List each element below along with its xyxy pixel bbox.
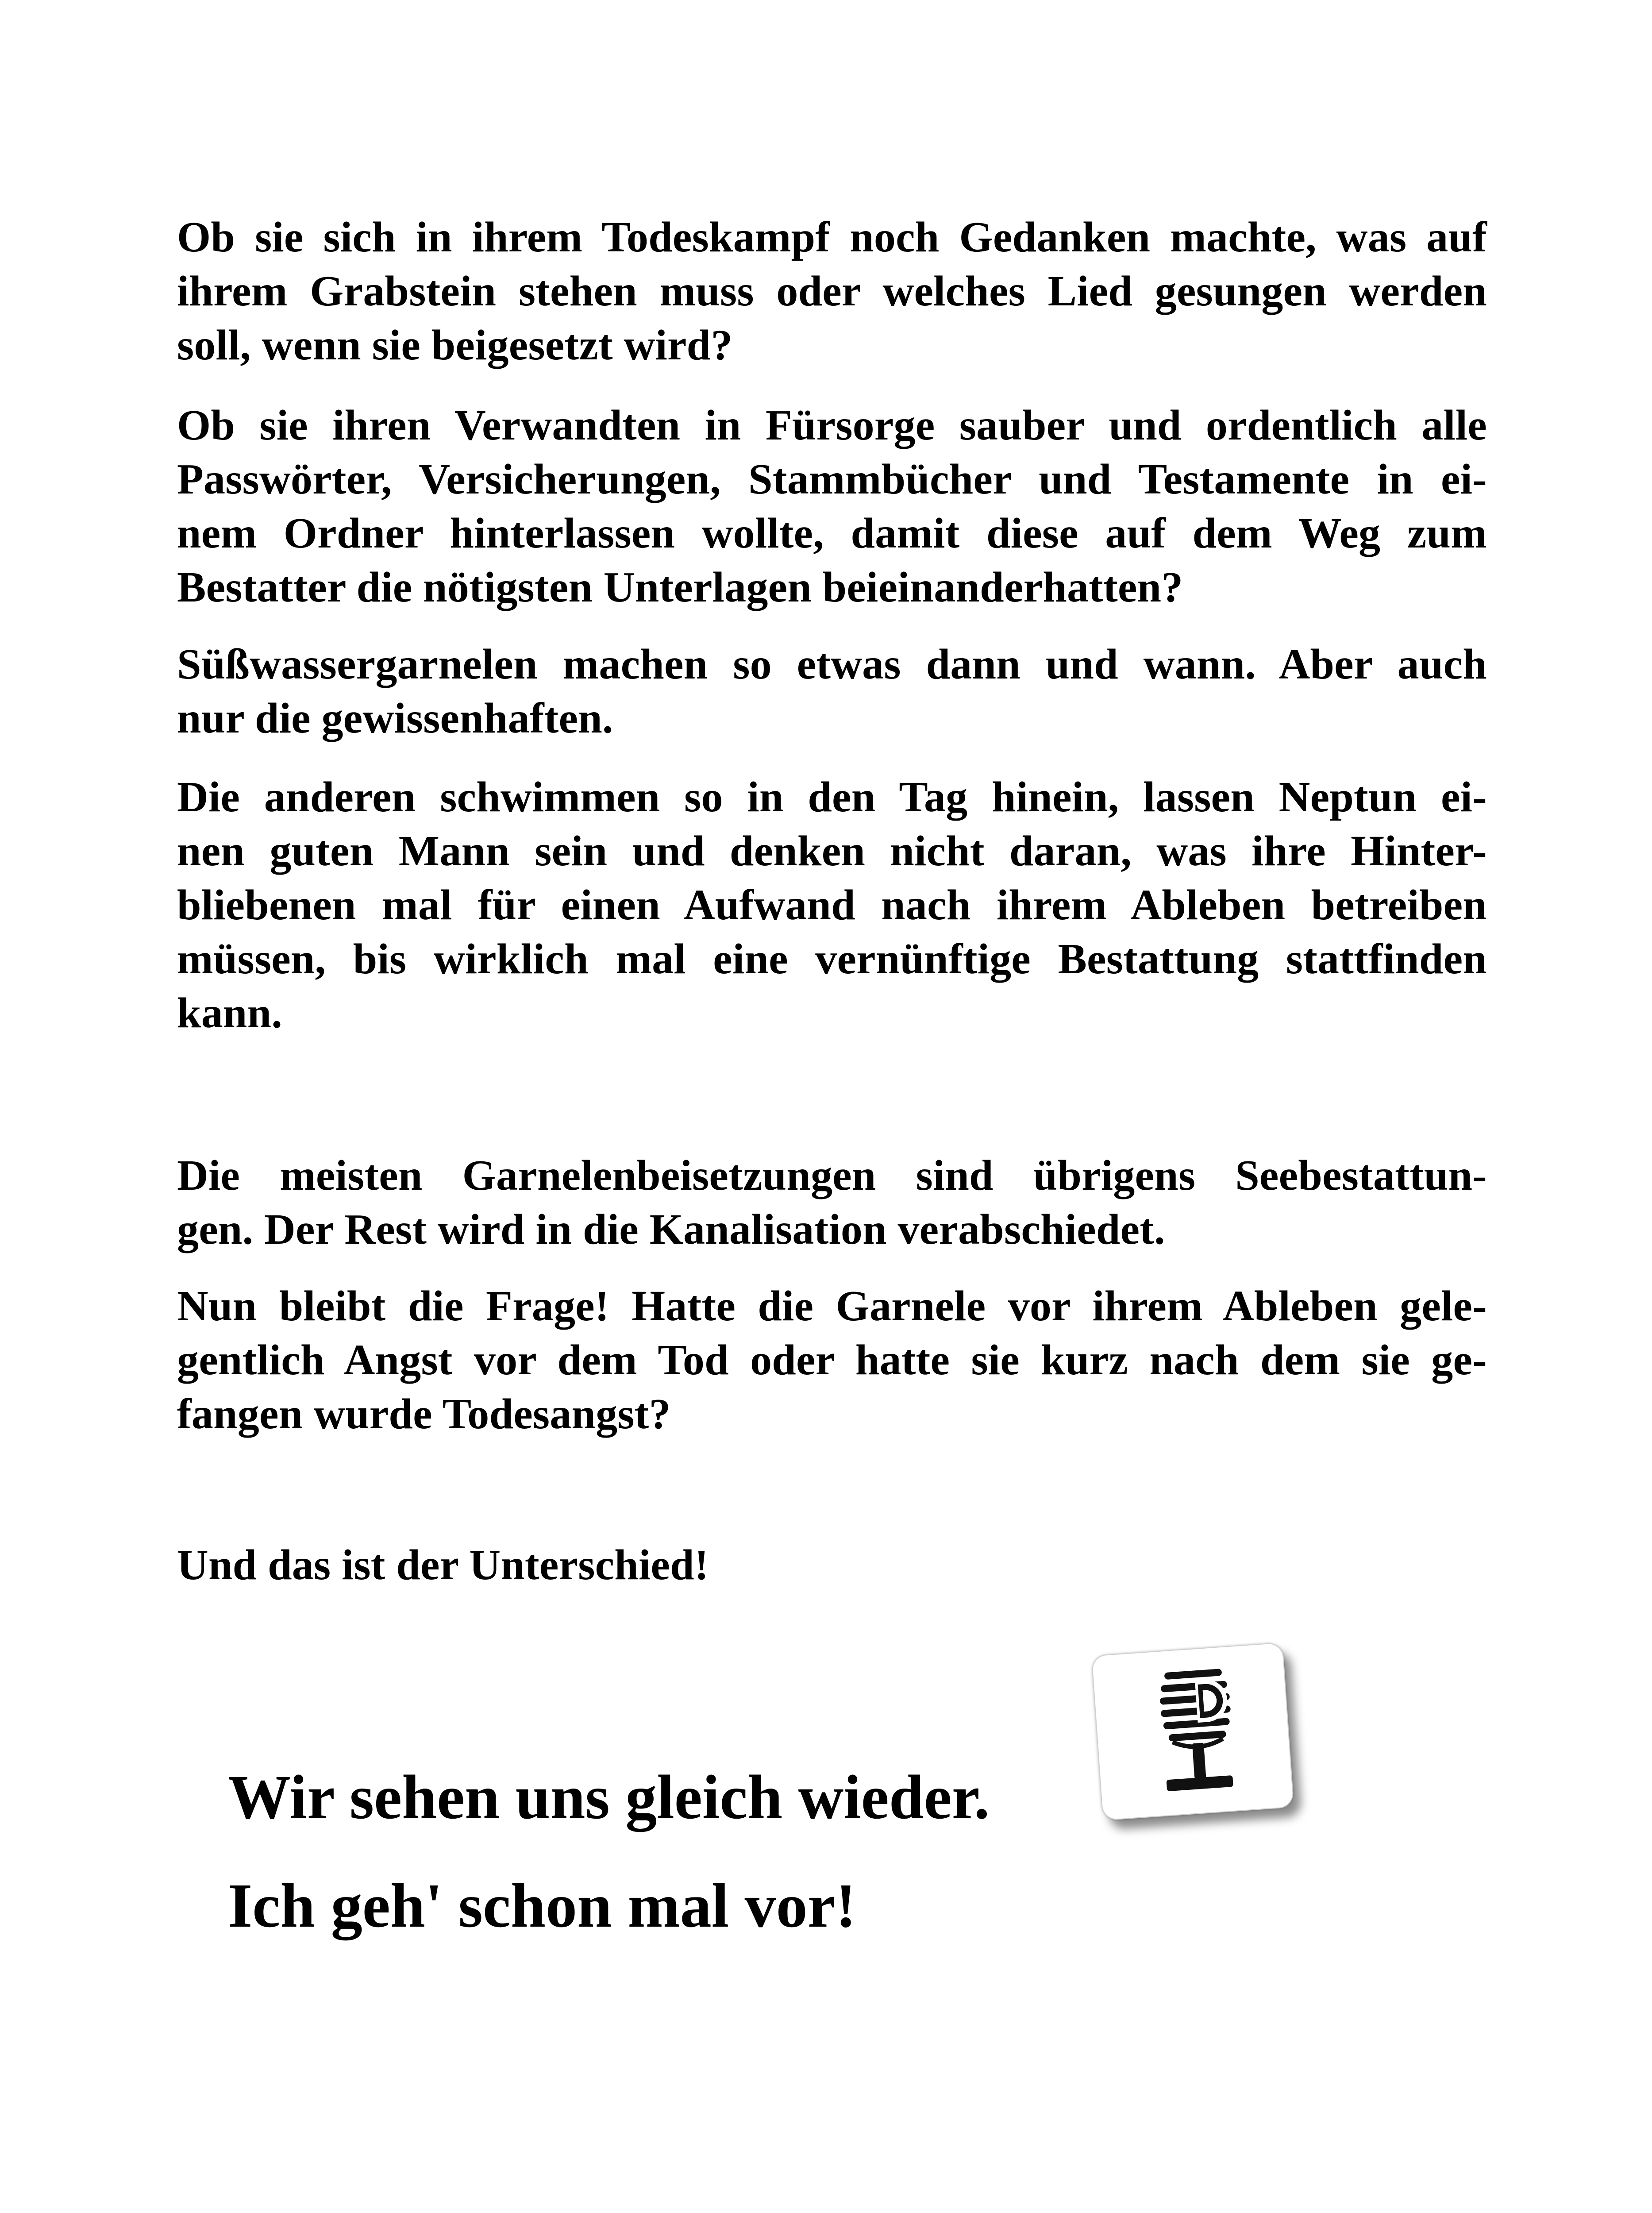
paragraph-2 [177, 398, 1487, 614]
closing-line-2: Ich geh' schon mal vor! [228, 1870, 856, 1940]
paragraph-line: Passwörter, Versicherungen, Stammbücher und Testamente in ei- [177, 455, 1487, 503]
paragraph-line: nur die gewissenhaften. [177, 694, 613, 742]
paragraph-line: müssen, bis wirklich mal eine vernünftige Bestattung stattfinden [177, 935, 1487, 983]
paragraph-line: nem Ordner hinterlassen wollte, damit diese auf dem Weg zum [177, 509, 1487, 557]
paragraph-1 [177, 210, 1487, 372]
paragraph-3 [177, 637, 1487, 745]
paragraph-line: Die meisten Garnelenbeisetzungen sind übrigens Seebestattun- [177, 1152, 1487, 1199]
paragraph-4 [177, 770, 1487, 1040]
paragraph-line: gen. Der Rest wird in die Kanalisation verabschiedet. [177, 1206, 1165, 1253]
paragraph-line: kann. [177, 989, 283, 1037]
paragraph-line: Bestatter die nötigsten Unterlagen beieinanderhatten? [177, 563, 1183, 611]
paragraph-line: Nun bleibt die Frage! Hatte die Garnele vor ihrem Ableben gele- [177, 1282, 1487, 1330]
paragraph-line: soll, wenn sie beigesetzt wird? [177, 321, 733, 369]
paragraph-line: Ob sie sich in ihrem Todeskampf noch Gedanken machte, was auf [177, 213, 1487, 261]
paragraph-line: bliebenen mal für einen Aufwand nach ihrem Ableben betreiben [177, 881, 1487, 929]
paragraph-6 [177, 1279, 1487, 1441]
paragraph-line: Ob sie ihren Verwandten in Fürsorge sauber und ordentlich alle [177, 401, 1487, 449]
paragraph-line: nen guten Mann sein und denken nicht daran, was ihre Hinter- [177, 827, 1487, 875]
microphone-logo-icon [1092, 1643, 1294, 1820]
paragraph-5 [177, 1149, 1487, 1257]
paragraph-line: Und das ist der Unterschied! [177, 1541, 709, 1589]
paragraph-line: ihrem Grabstein stehen muss oder welches Lied gesungen werden [177, 267, 1487, 315]
closing-line-1: Wir sehen uns gleich wieder. [228, 1762, 990, 1832]
paragraph-line: fangen wurde Todesangst? [177, 1390, 671, 1438]
logo-card [1091, 1642, 1294, 1820]
paragraph-line: Süßwassergarnelen machen so etwas dann und wann. Aber auch [177, 640, 1487, 688]
paragraph-7 [177, 1538, 1487, 1592]
paragraph-line: Die anderen schwimmen so in den Tag hinein, lassen Neptun ei- [177, 773, 1487, 821]
paragraph-line: gentlich Angst vor dem Tod oder hatte sie kurz nach dem sie ge- [177, 1336, 1487, 1384]
